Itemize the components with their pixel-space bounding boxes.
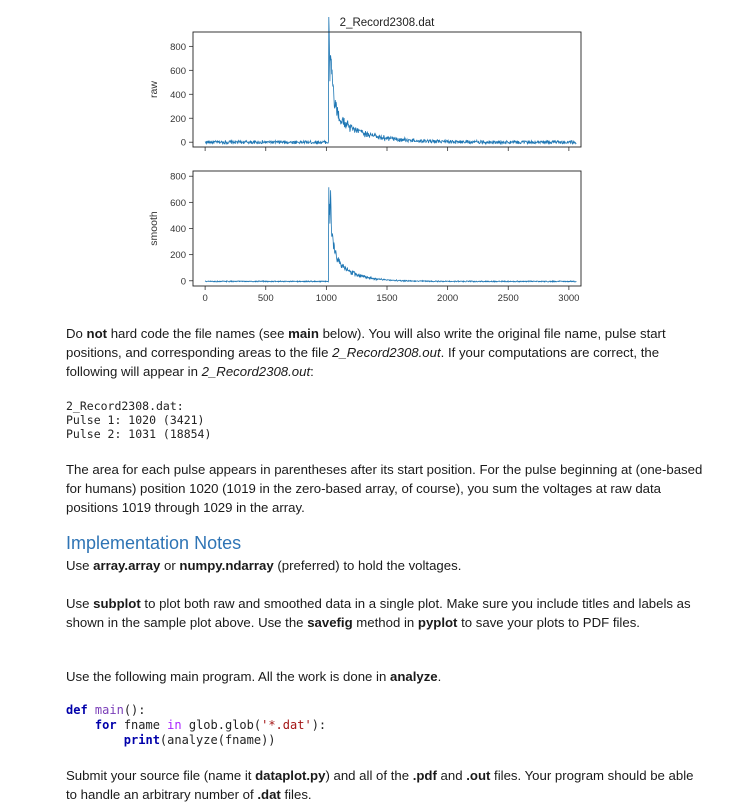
- paragraph-submit: Submit your source file (name it dataplot.py) and all of the .pdf and .out files. Your program should be able to handle an arbitrary number of .dat files.: [66, 768, 694, 802]
- x-tick-label: 500: [257, 293, 274, 304]
- y-axis-label: raw: [148, 81, 160, 98]
- paragraph-area-explanation: The area for each pulse appears in parentheses after its start position. For the pulse beginning at (one-based for humans) position 1020 (1019 in the zero-based array, of course), you sum the voltages at raw data positions 1019 through 1029 in the array.: [66, 462, 703, 515]
- x-tick-label: 0: [202, 293, 208, 304]
- x-tick-label: 3000: [558, 293, 580, 304]
- paragraph-main-program: Use the following main program. All the work is done in analyze.: [66, 669, 442, 684]
- series-line-smooth: [205, 187, 576, 282]
- output-line: Pulse 1: 1020 (3421): [66, 413, 205, 427]
- paragraph-subplot-note: Use subplot to plot both raw and smoothed data in a single plot. Make sure you include titles and labels as shown in the sample plot above. Use the savefig method in pyplot to save your plots to PDF files.: [66, 596, 691, 630]
- y-tick-label: 200: [170, 113, 186, 125]
- y-tick-label: 0: [180, 137, 186, 149]
- chart-title: 2_Record2308.dat: [339, 17, 435, 29]
- paragraph-hardcode-note: Do not hard code the file names (see main below). You will also write the original file name, pulse start positions, and corresponding areas to the file 2_Record2308.out. If your computations are correct, the following will appear in 2_Record2308.out:: [66, 326, 666, 379]
- section-heading: Implementation Notes: [66, 533, 242, 553]
- axes-frame: [193, 32, 581, 147]
- y-tick-label: 600: [170, 197, 186, 209]
- pulse-figure: [0, 0, 743, 310]
- output-sample-block: [66, 399, 211, 441]
- y-tick-label: 600: [170, 65, 186, 77]
- main-code-block: def main(): for fname in glob.glob('*.dat'): print(analyze(fname)): [66, 703, 327, 747]
- y-tick-label: 800: [170, 171, 186, 183]
- paragraph-array-note: Use array.array or numpy.ndarray (preferred) to hold the voltages.: [66, 558, 462, 573]
- output-line: 2_Record2308.dat:: [66, 399, 184, 413]
- x-tick-label: 1000: [315, 293, 337, 304]
- y-tick-label: 200: [170, 250, 186, 262]
- series-line-raw: [205, 17, 576, 144]
- axes-frame: [193, 171, 581, 286]
- y-tick-label: 400: [170, 224, 186, 235]
- x-tick-label: 2000: [437, 293, 459, 304]
- y-tick-label: 0: [180, 276, 186, 288]
- x-tick-label: 1500: [376, 293, 398, 304]
- output-line: Pulse 2: 1031 (18854): [66, 427, 212, 441]
- y-axis-label: smooth: [148, 211, 160, 246]
- x-tick-label: 2500: [497, 293, 519, 304]
- y-tick-label: 800: [170, 41, 186, 53]
- y-tick-label: 400: [170, 89, 186, 101]
